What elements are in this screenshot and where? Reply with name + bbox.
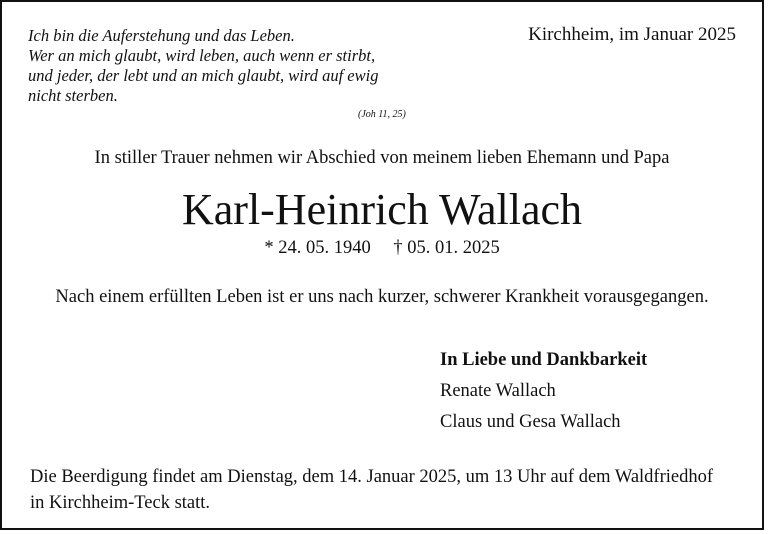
deceased-name: Karl-Heinrich Wallach <box>181 185 583 234</box>
mourner-name: Claus und Gesa Wallach <box>440 412 621 432</box>
life-dates <box>2 238 762 259</box>
place-date: Kirchheim, im Januar 2025 <box>528 24 736 45</box>
bible-quote <box>28 26 378 106</box>
quote-line: Wer an mich glaubt, wird leben, auch wenn er stirbt, <box>28 46 376 65</box>
birth-date: * 24. 05. 1940 <box>264 238 371 258</box>
funeral-info <box>30 464 713 516</box>
quote-line: Ich bin die Auferstehung und das Leben. <box>28 26 295 45</box>
funeral-line: Die Beerdigung findet am Dienstag, dem 14. Januar 2025, um 13 Uhr auf dem Waldfriedhof <box>30 467 714 487</box>
intro-text: In stiller Trauer nehmen wir Abschied von meinem lieben Ehemann und Papa <box>94 148 670 168</box>
passing-note: Nach einem erfüllten Leben ist er uns nach kurzer, schwerer Krankheit vorausgegangen. <box>55 287 709 307</box>
quote-line: nicht sterben. <box>28 86 118 105</box>
quote-reference: (Joh 11, 25) <box>358 109 406 120</box>
mourners-heading: In Liebe und Dankbarkeit <box>440 350 648 370</box>
quote-line: und jeder, der lebt und an mich glaubt, wird auf ewig <box>28 66 379 85</box>
mourners-block <box>440 345 647 438</box>
funeral-line: in Kirchheim-Teck statt. <box>30 493 211 513</box>
death-date: † 05. 01. 2025 <box>393 238 500 258</box>
mourner-name: Renate Wallach <box>440 381 556 401</box>
